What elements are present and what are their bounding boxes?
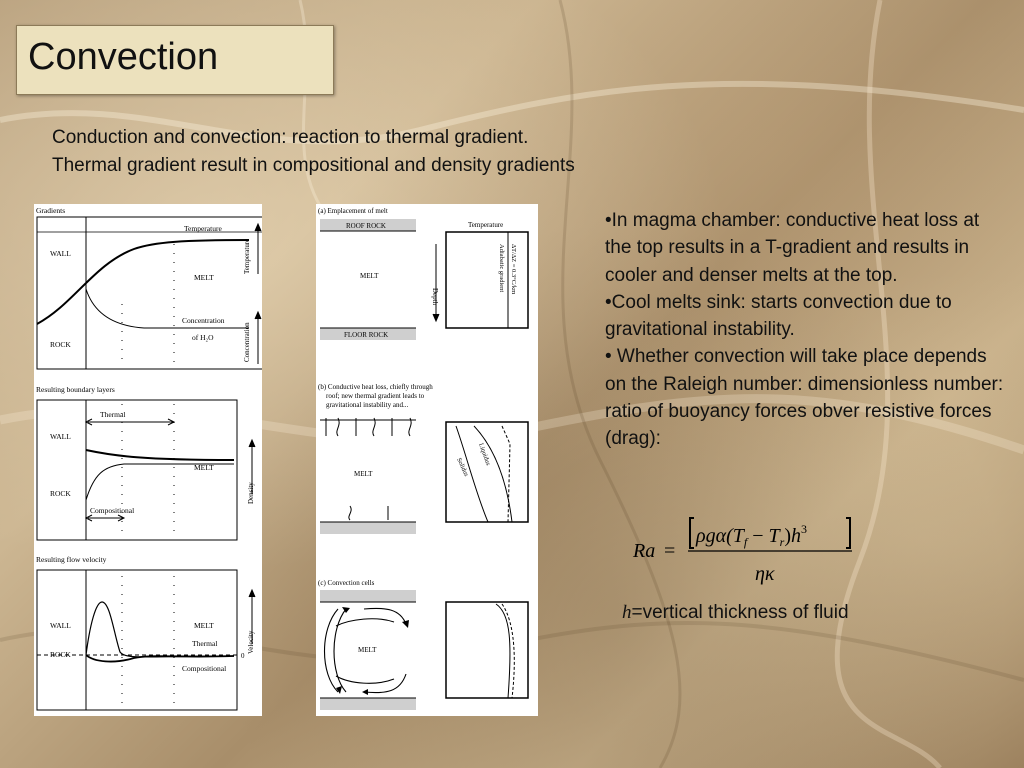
boundary-wall-label: WALL	[50, 432, 71, 441]
bullet-1: •In magma chamber: conductive heat loss at the top results in a T-gradient and results in cooler and denser melts at the top.	[605, 210, 980, 286]
panel-a-melt-label: MELT	[360, 272, 379, 280]
slide-title: Convection	[28, 36, 219, 78]
velocity-zero-label: 0	[241, 652, 245, 660]
flow-thermal-label: Thermal	[192, 639, 218, 648]
flow-melt-label: MELT	[194, 621, 214, 630]
temperature-label: Temperature	[184, 224, 222, 233]
equation-symbol: Ra	[633, 540, 656, 562]
melt-label: MELT	[194, 273, 214, 282]
panel-c-header: (c) Convection cells	[318, 579, 375, 587]
concentration-label-1: Concentration	[182, 316, 225, 325]
panel-b-melt-label: MELT	[354, 470, 373, 478]
gradients-wall-label: WALL	[50, 249, 71, 258]
bullet-3: • Whether convection will take place depends on the Raleigh number: dimensionless number: ratio of buoyancy forces obver resistive forces (drag):	[605, 346, 1004, 450]
compositional-boundary-label: Compositional	[90, 506, 135, 515]
flow-header: Resulting flow velocity	[36, 555, 107, 564]
rayleigh-equation	[630, 512, 865, 587]
concentration-axis-label: Concentration	[243, 322, 251, 362]
note-text: =vertical thickness of fluid	[631, 602, 849, 623]
boundary-melt-label: MELT	[194, 463, 214, 472]
figure-convection-panel	[316, 204, 538, 716]
bullet-2: •Cool melts sink: starts convection due to gravitational instability.	[605, 291, 952, 341]
bullet-list	[605, 207, 1005, 453]
boundary-header: Resulting boundary layers	[36, 385, 115, 394]
note-variable: h	[622, 602, 632, 623]
panel-a-header: (a) Emplacement of melt	[318, 207, 388, 215]
intro-text	[52, 124, 575, 180]
flow-wall-label: WALL	[50, 621, 71, 630]
panel-c-melt-label: MELT	[358, 646, 377, 654]
liquidus-label: Liquidus	[477, 442, 492, 467]
intro-line-1: Conduction and convection: reaction to thermal gradient.	[52, 127, 529, 148]
intro-line-2: Thermal gradient result in compositional and density gradients	[52, 155, 575, 176]
equation-denominator: ηκ	[755, 563, 775, 585]
equation-numerator: $\rho g\alpha(T_f - T_r)h^3$	[696, 522, 807, 549]
flow-compositional-label: Compositional	[182, 664, 227, 673]
gradient-label-2: Adiabatic gradient	[498, 244, 505, 293]
gradient-label-1: ΔT/ΔZ = 0.3°C/km	[510, 244, 517, 295]
gradients-header: Gradients	[36, 206, 66, 215]
floor-rock-label: FLOOR ROCK	[344, 331, 389, 339]
roof-rock-label: ROOF ROCK	[346, 222, 386, 230]
title-box	[16, 25, 334, 95]
density-axis-label: Density	[247, 482, 255, 504]
thickness-note	[622, 602, 849, 624]
flow-rock-label: ROCK	[50, 650, 71, 659]
concentration-curve	[86, 289, 249, 328]
panel-b-header-1: (b) Conductive heat loss, chiefly through	[318, 383, 433, 391]
solidus-label: Solidus	[455, 456, 470, 478]
temperature-axis-label: Temperature	[243, 238, 251, 274]
figure-gradients-panel	[34, 204, 262, 716]
boundary-rock-label: ROCK	[50, 489, 71, 498]
panel-b-header-3: gravitational instability and...	[326, 401, 409, 409]
concentration-label-2: of H₂O	[192, 333, 214, 342]
depth-label: Depth	[431, 288, 439, 306]
thermal-boundary-label: Thermal	[100, 410, 126, 419]
gradients-rock-label: ROCK	[50, 340, 71, 349]
equals-sign: =	[664, 540, 676, 562]
panel-a-temperature-label: Temperature	[468, 221, 504, 229]
velocity-axis-label: Velocity	[247, 630, 255, 654]
panel-b-header-2: roof; new thermal gradient leads to	[326, 392, 425, 400]
